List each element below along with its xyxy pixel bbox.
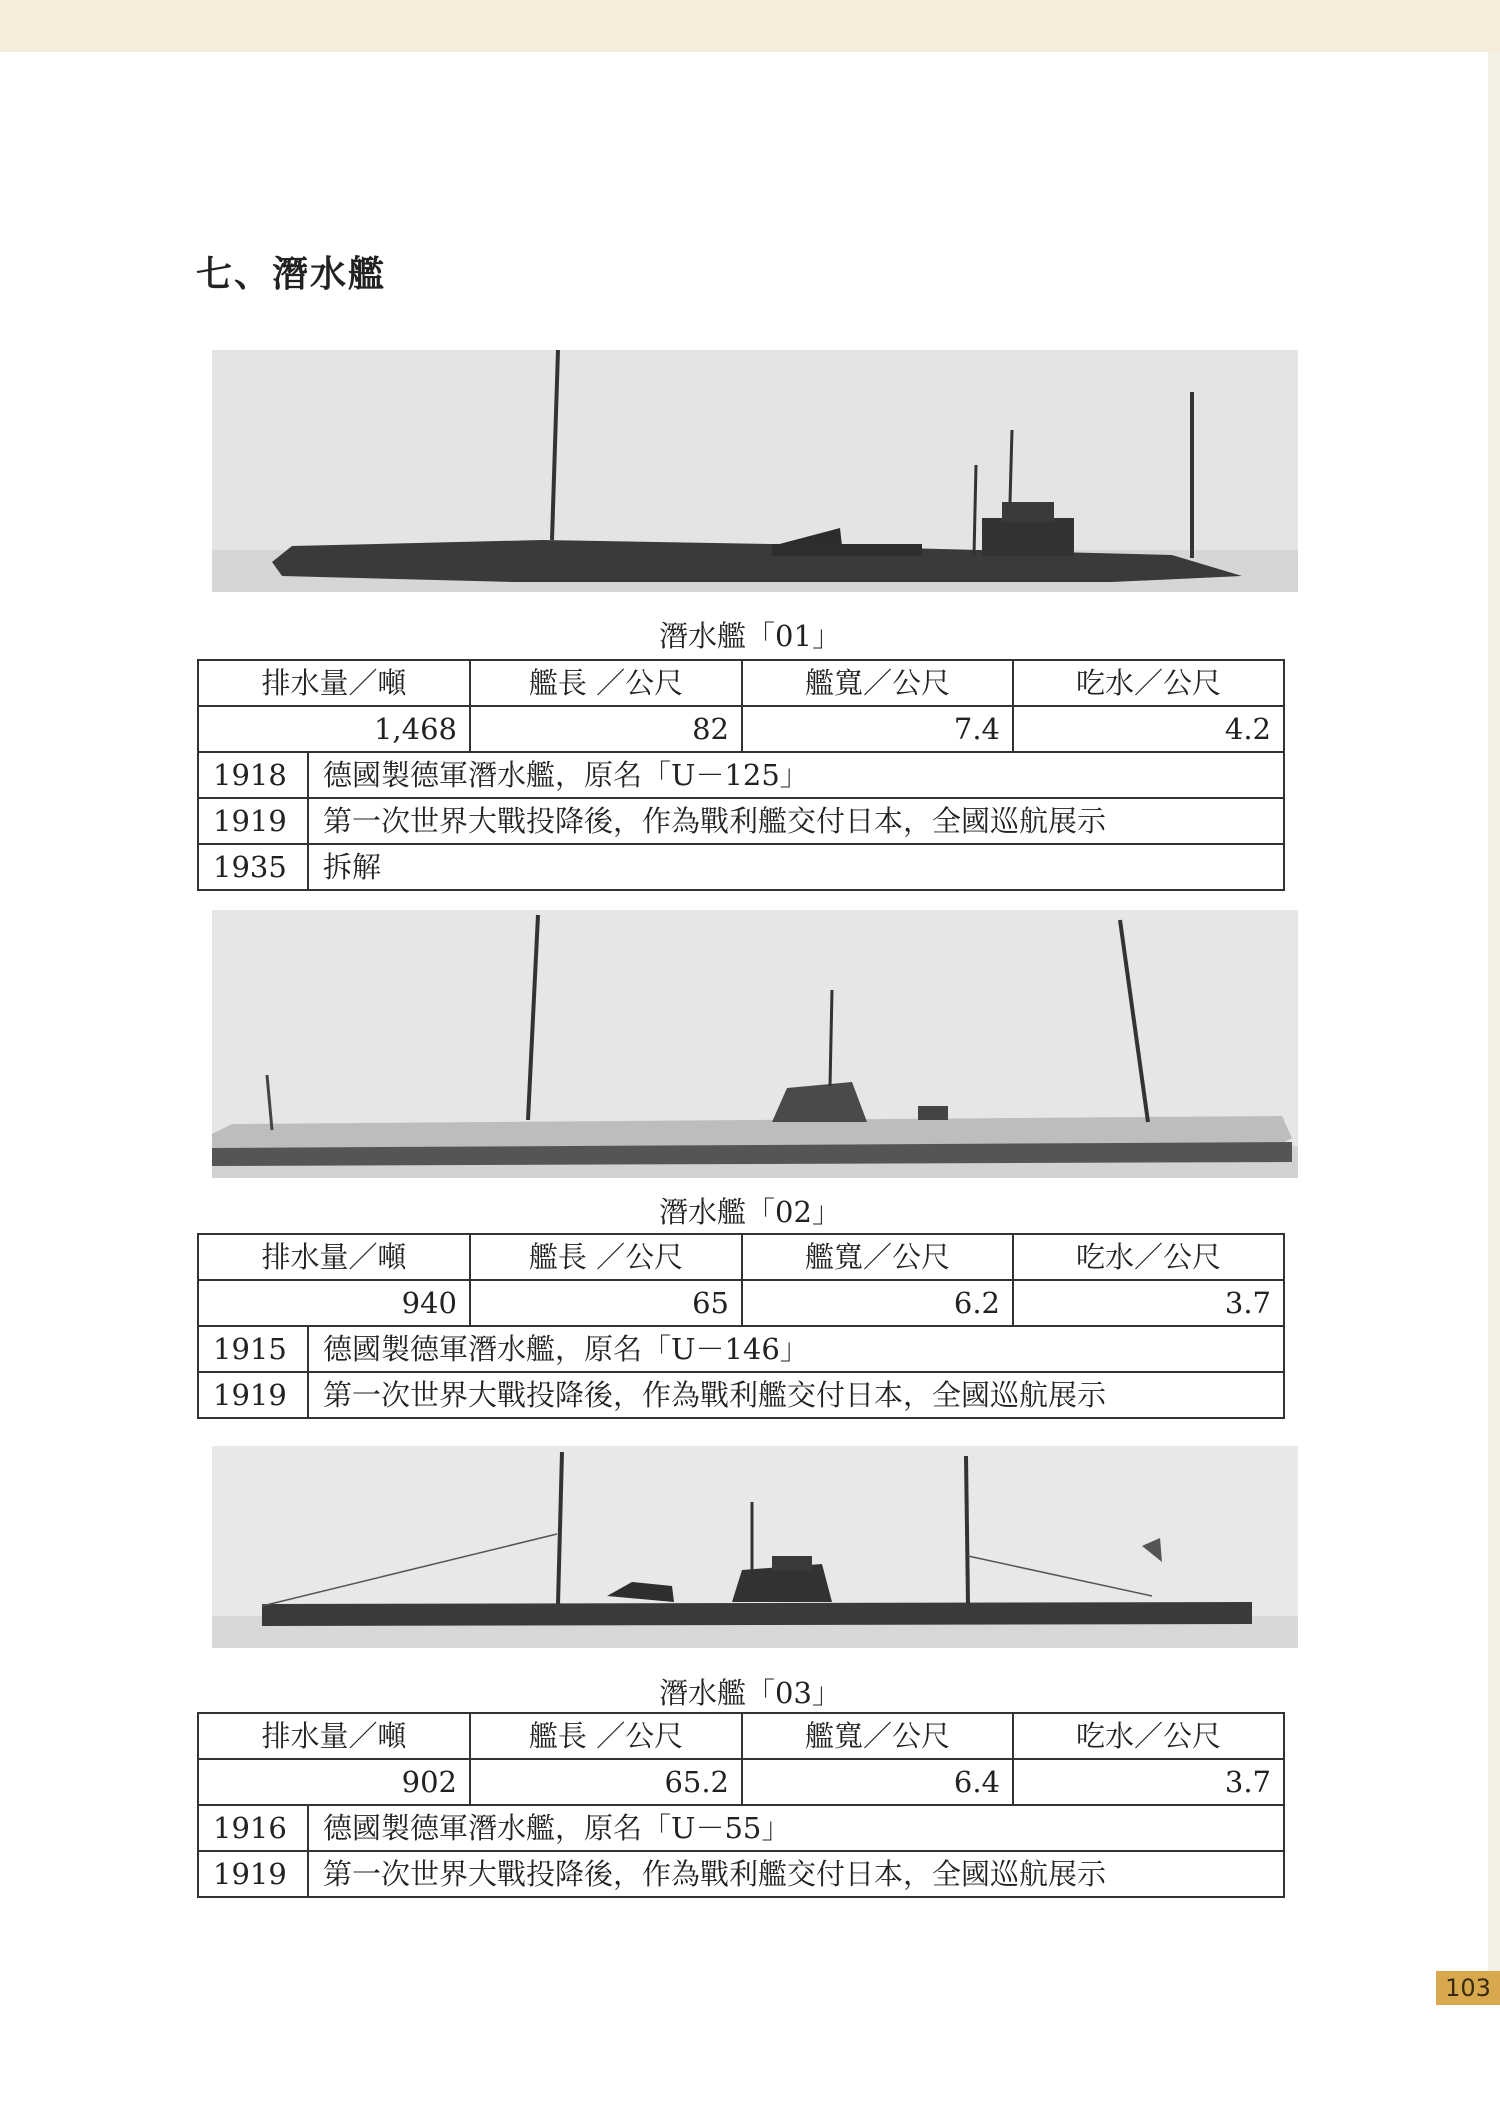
submarine-03-caption: 潛水艦「03」 (659, 1676, 841, 1710)
submarine-01-spec-table (197, 659, 1285, 891)
page-number: 103 (1436, 1971, 1500, 2005)
draft-header: 吃水／公尺 (1013, 1713, 1284, 1759)
spec-value-row (198, 1759, 1284, 1805)
spec-value-row (198, 706, 1284, 752)
submarine-01-caption: 潛水艦「01」 (659, 619, 841, 653)
length-value: 65 (470, 1280, 742, 1326)
length-header: 艦長 ／公尺 (470, 1713, 742, 1759)
history-event: 德國製德軍潛水艦，原名「U－125」 (308, 752, 1284, 798)
displacement-value: 902 (198, 1759, 470, 1805)
beam-value: 6.4 (742, 1759, 1013, 1805)
history-row (198, 1805, 1284, 1851)
history-event: 拆解 (308, 844, 1284, 890)
length-value: 82 (470, 706, 742, 752)
history-row (198, 752, 1284, 798)
spec-header-row (198, 660, 1284, 706)
history-event: 德國製德軍潛水艦，原名「U－55」 (308, 1805, 1284, 1851)
displacement-value: 940 (198, 1280, 470, 1326)
top-band (0, 0, 1500, 52)
history-year: 1919 (198, 1851, 308, 1897)
displacement-header: 排水量／噸 (198, 1713, 470, 1759)
spec-value-row (198, 1280, 1284, 1326)
draft-value: 4.2 (1013, 706, 1284, 752)
length-header: 艦長 ／公尺 (470, 1234, 742, 1280)
beam-value: 7.4 (742, 706, 1013, 752)
history-event: 第一次世界大戰投降後，作為戰利艦交付日本，全國巡航展示 (308, 798, 1284, 844)
history-event: 第一次世界大戰投降後，作為戰利艦交付日本，全國巡航展示 (308, 1372, 1284, 1418)
draft-header: 吃水／公尺 (1013, 1234, 1284, 1280)
length-header: 艦長 ／公尺 (470, 660, 742, 706)
history-row (198, 1326, 1284, 1372)
beam-value: 6.2 (742, 1280, 1013, 1326)
submarine-03-spec-table (197, 1712, 1285, 1898)
spec-header-row (198, 1713, 1284, 1759)
displacement-header: 排水量／噸 (198, 1234, 470, 1280)
submarine-03-photo (212, 1446, 1298, 1648)
history-row (198, 1372, 1284, 1418)
beam-header: 艦寬／公尺 (742, 1234, 1013, 1280)
displacement-value: 1,468 (198, 706, 470, 752)
draft-header: 吃水／公尺 (1013, 660, 1284, 706)
submarine-02-caption: 潛水艦「02」 (659, 1195, 841, 1229)
history-event: 第一次世界大戰投降後，作為戰利艦交付日本，全國巡航展示 (308, 1851, 1284, 1897)
spec-header-row (198, 1234, 1284, 1280)
submarine-02-photo (212, 910, 1298, 1178)
draft-value: 3.7 (1013, 1280, 1284, 1326)
submarine-02-spec-table (197, 1233, 1285, 1419)
submarine-01-photo (212, 350, 1298, 592)
history-row (198, 844, 1284, 890)
history-year: 1916 (198, 1805, 308, 1851)
history-year: 1915 (198, 1326, 308, 1372)
history-event: 德國製德軍潛水艦，原名「U－146」 (308, 1326, 1284, 1372)
displacement-header: 排水量／噸 (198, 660, 470, 706)
history-year: 1919 (198, 798, 308, 844)
page-title: 七、潛水艦 (196, 254, 387, 295)
history-year: 1919 (198, 1372, 308, 1418)
beam-header: 艦寬／公尺 (742, 660, 1013, 706)
history-year: 1918 (198, 752, 308, 798)
history-row (198, 798, 1284, 844)
history-year: 1935 (198, 844, 308, 890)
beam-header: 艦寬／公尺 (742, 1713, 1013, 1759)
draft-value: 3.7 (1013, 1759, 1284, 1805)
history-row (198, 1851, 1284, 1897)
length-value: 65.2 (470, 1759, 742, 1805)
